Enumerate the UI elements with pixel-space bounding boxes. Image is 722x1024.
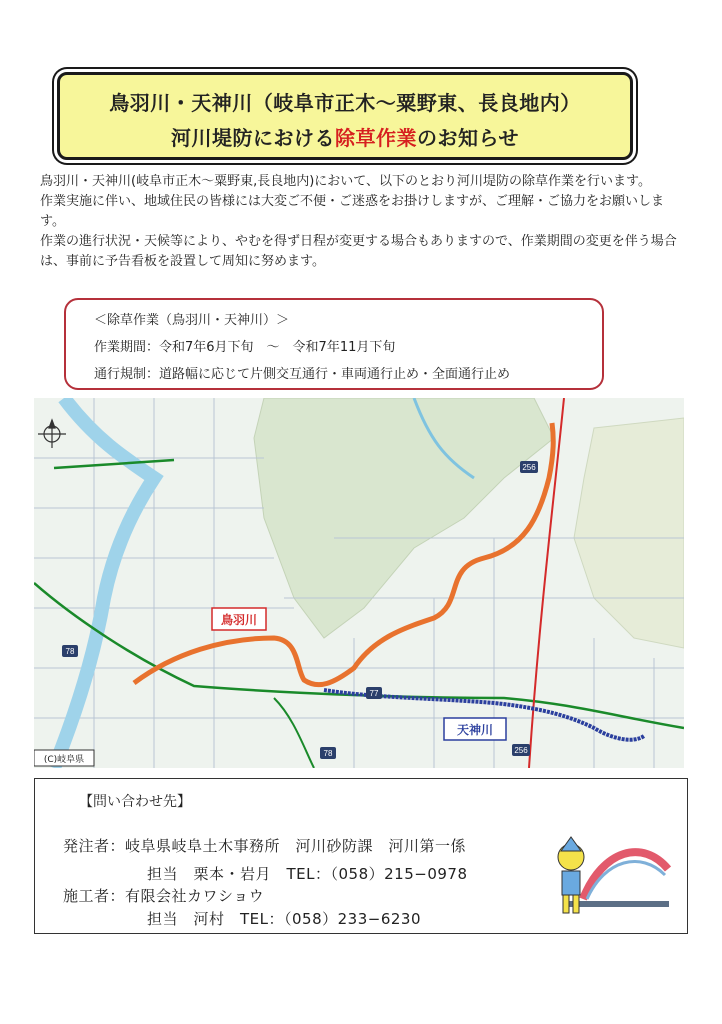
- work-heading: ＜除草作業（鳥羽川・天神川）＞: [94, 313, 290, 328]
- map-svg: [34, 398, 684, 768]
- route-label-256-bottom: 256: [514, 746, 528, 755]
- subtitle-post: のお知らせ: [417, 126, 519, 150]
- tenjin-river-label: [444, 718, 506, 740]
- route-label-77: 77: [369, 689, 379, 698]
- traffic-restriction: 通行規制：道路幅に応じて片側交互通行・車両通行止め・全面通行止め: [94, 367, 511, 382]
- toba-label-text: 鳥羽川: [220, 613, 258, 627]
- work-info-box: [64, 298, 604, 390]
- contact-heading: 【問い合わせ先】: [79, 794, 191, 810]
- tenjin-label-text: 天神川: [456, 723, 494, 737]
- hill-area-east: [574, 418, 684, 648]
- route-label-78-left: 78: [65, 647, 75, 656]
- route-label-78-bottom: 78: [323, 749, 333, 758]
- route-marker-256-top: [520, 461, 538, 473]
- intro-paragraph-2: 作業実施に伴い、地域住民の皆様には大変ご不便・ご迷惑をお掛けしますが、ご理解・ご協力をお願いします。: [40, 194, 665, 229]
- toba-river-label: [212, 608, 266, 630]
- title-banner: [57, 72, 633, 160]
- route-marker-256-bottom: [512, 744, 530, 756]
- route-marker-77: [366, 687, 382, 699]
- subtitle-highlight: 除草作業: [335, 126, 418, 150]
- subtitle-pre: 河川堤防における: [171, 126, 336, 150]
- mascot-illustration: [543, 829, 673, 921]
- contractor-staff: 担当 河村 TEL：（058）233−6230: [147, 910, 422, 928]
- map-copyright: [34, 750, 94, 766]
- client-info: 発注者：岐阜県岐阜土木事務所 河川砂防課 河川第一係: [63, 837, 467, 855]
- compass-icon: [38, 420, 66, 448]
- page-subtitle: [60, 122, 630, 151]
- page-title: 鳥羽川・天神川（岐阜市正木〜粟野東、長良地内）: [109, 91, 581, 115]
- contact-box: [34, 778, 688, 934]
- area-map: [34, 398, 684, 768]
- hill-area: [254, 398, 554, 638]
- route-marker-78-left: [62, 645, 78, 657]
- contractor-info: 施工者：有限会社カワショウ: [63, 887, 265, 905]
- intro-paragraph-3: 作業の進行状況・天候等により、やむを得ず日程が変更する場合もありますので、作業期間の変更を伴う場合は、事前に予告看板を設置して周知に努めます。: [40, 234, 677, 269]
- road-green-3: [274, 698, 314, 768]
- copyright-text: (C)岐阜県: [43, 755, 85, 765]
- client-staff: 担当 栗本・岩月 TEL：（058）215−0978: [147, 865, 468, 883]
- route-label-256-top: 256: [522, 463, 536, 472]
- route-marker-78-bottom: [320, 747, 336, 759]
- nagara-river: [54, 398, 154, 768]
- intro-text: [40, 172, 680, 272]
- road-green-2: [54, 460, 174, 468]
- intro-paragraph-1: 鳥羽川・天神川(岐阜市正木〜粟野東,長良地内)において、以下のとおり河川堤防の除草作業を行います。: [40, 174, 651, 189]
- work-period: 作業期間：令和7年6月下旬 〜 令和7年11月下旬: [94, 340, 396, 355]
